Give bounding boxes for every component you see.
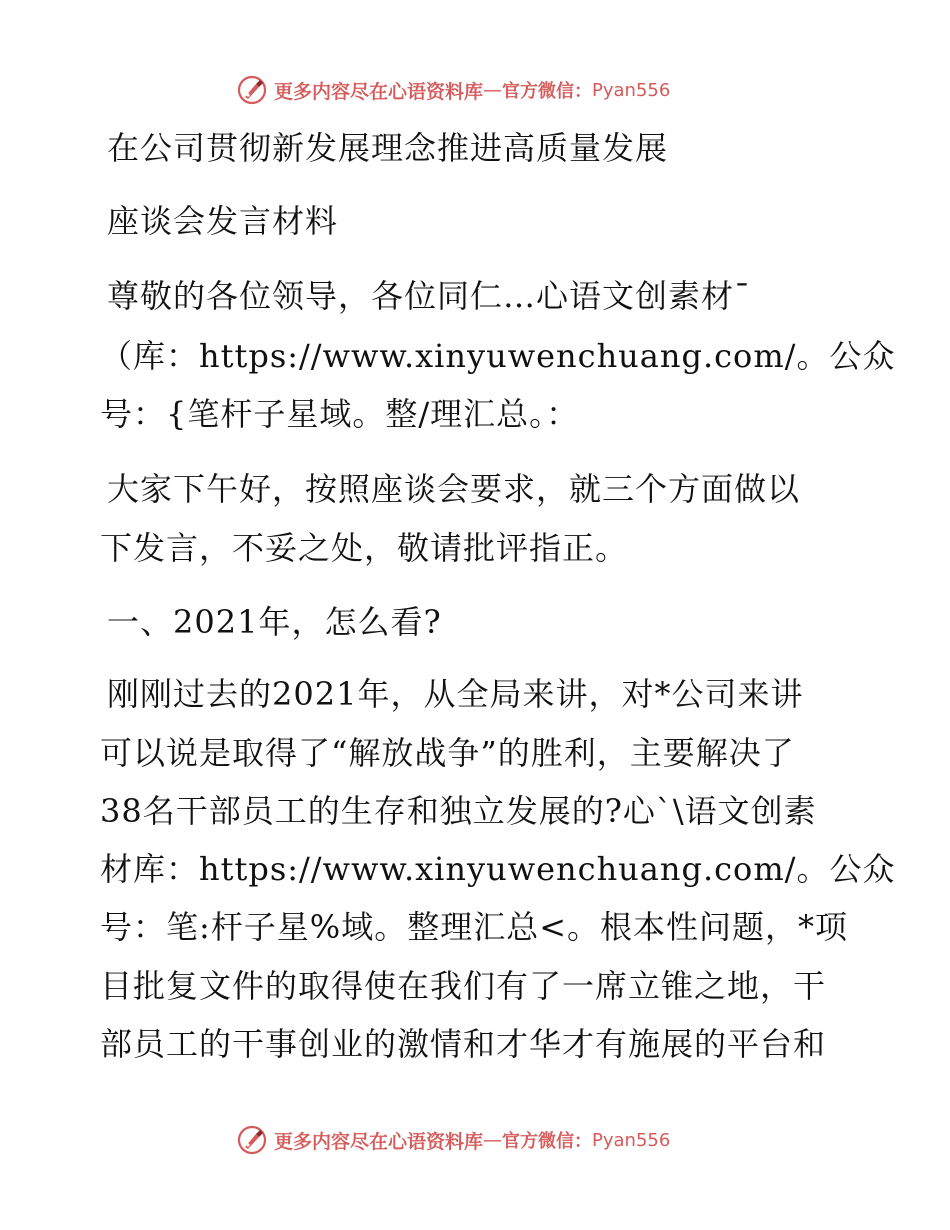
document-title-line-1: 在公司贯彻新发展理念推进高质量发展 xyxy=(107,129,669,167)
footer-watermark-banner xyxy=(236,1123,670,1157)
banner-wechat-label: 官方微信： xyxy=(502,1131,593,1152)
body-line: 号：{笔杆子星域。整/理汇总。： xyxy=(100,395,580,433)
banner-wechat-id: Pyan556 xyxy=(592,1129,671,1151)
body-line: 可以说是取得了“解放战争”的胜利，主要解决了 xyxy=(100,734,795,772)
body-line: 材库：https://www.xinyuwenchuang.com/。公众 xyxy=(100,850,896,888)
banner-wechat-id: Pyan556 xyxy=(592,79,671,101)
body-line: 下发言，不妥之处，敬请批评指正。 xyxy=(100,529,629,567)
body-line: 目批复文件的取得使在我们有了一席立锥之地，干 xyxy=(100,967,827,1005)
banner-main-text: 更多内容尽在心语资料库 xyxy=(274,1130,484,1153)
banner-separator: — xyxy=(483,79,503,101)
body-line: 大家下午好，按照座谈会要求，就三个方面做以 xyxy=(107,470,801,508)
body-line: 号：笔:杆子星%域。整理汇总<。根本性问题，*项 xyxy=(100,908,849,946)
body-line: 38名干部员工的生存和独立发展的?心`\语文创素 xyxy=(100,792,817,830)
salutation-line: 尊敬的各位领导，各位同仁…心语文创素材¯ xyxy=(107,277,752,315)
banner-main-text: 更多内容尽在心语资料库 xyxy=(274,80,484,103)
body-line: 部员工的干事创业的激情和才华才有施展的平台和 xyxy=(100,1025,827,1063)
header-watermark-banner xyxy=(236,73,670,107)
pen-nib-logo-icon xyxy=(236,1124,268,1156)
banner-separator: — xyxy=(483,1129,503,1151)
document-title-line-2: 座谈会发言材料 xyxy=(107,202,339,240)
section-heading-1: 一、2021年，怎么看? xyxy=(107,603,442,641)
body-line: 刚刚过去的2021年，从全局来讲，对*公司来讲 xyxy=(107,675,804,713)
body-line: （库：https://www.xinyuwenchuang.com/。公众 xyxy=(100,337,896,375)
pen-nib-logo-icon xyxy=(236,74,268,106)
banner-wechat-label: 官方微信： xyxy=(502,81,593,102)
